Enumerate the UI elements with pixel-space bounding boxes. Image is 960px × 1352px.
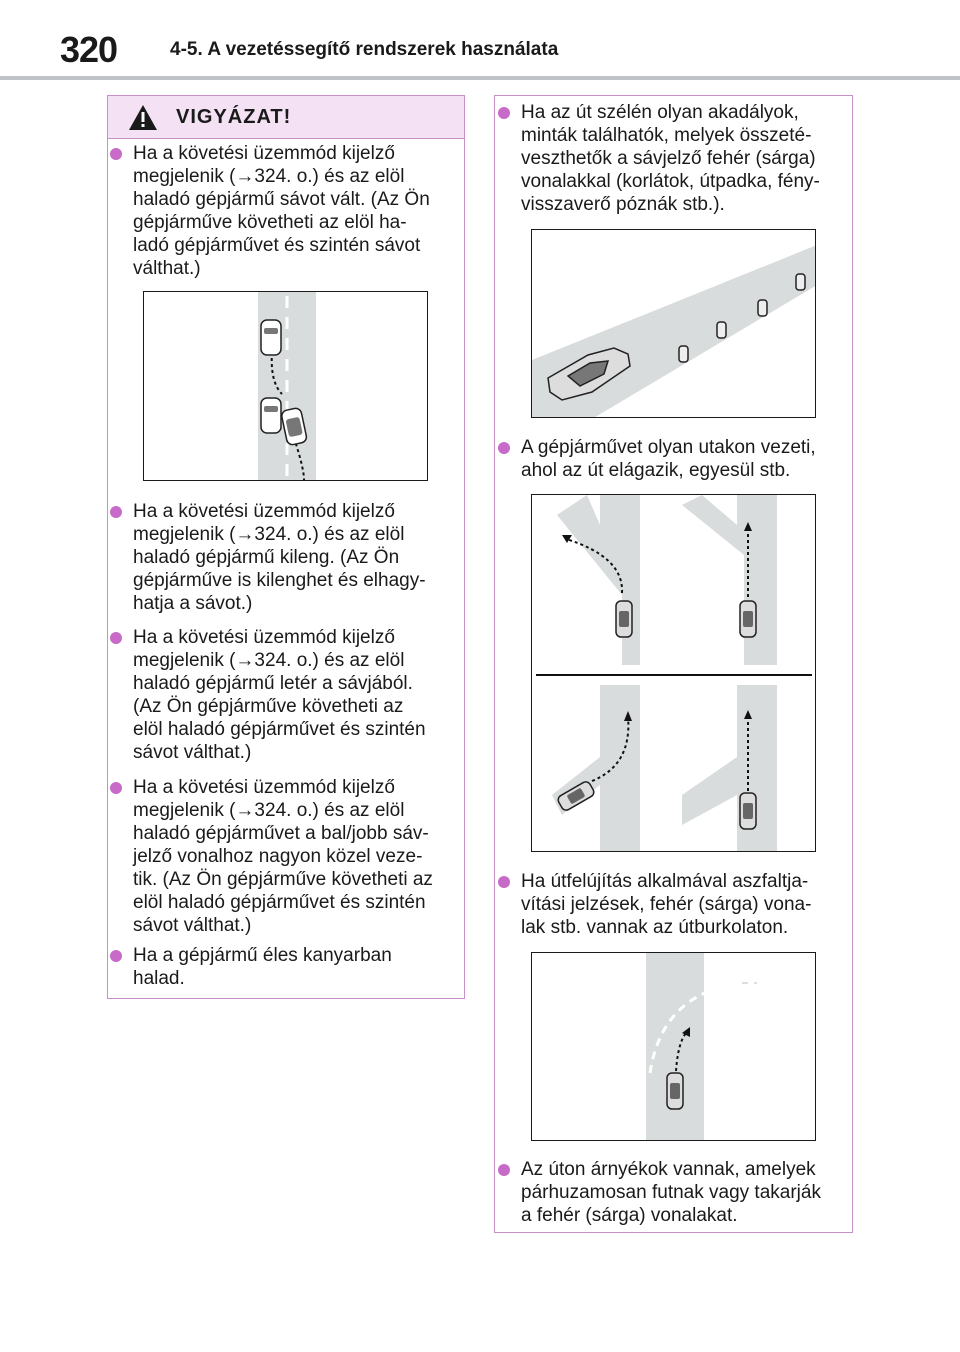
bullet-icon <box>110 148 122 160</box>
warning-triangle-icon <box>128 104 158 131</box>
warning-title: VIGYÁZAT! <box>176 106 292 128</box>
item-text: Ha a követési üzemmód kijelző megjelenik (→324. o.) és az elöl haladó gépjárművet a bal/jobb sáv- jelző vonalhoz nagyon közel veze- tik. (Az Ön gépjárműve követheti az elöl haladó gépjárművet és szintén sávot válthat.) <box>133 777 433 936</box>
section-title: 4-5. A vezetéssegítő rendszerek használata <box>170 39 559 60</box>
list-item <box>521 870 846 939</box>
warning-header <box>108 96 464 139</box>
page-number: 320 <box>60 29 118 70</box>
item-text: Az úton árnyékok vannak, amelyek párhuzamosan futnak vagy takarják a fehér (sárga) vonalakat. <box>521 1159 821 1226</box>
list-item <box>133 626 453 764</box>
item-text: A gépjárművet olyan utakon vezeti, ahol az út elágazik, egyesül stb. <box>521 437 816 481</box>
bullet-icon <box>498 107 510 119</box>
figure-roadside-obstacles <box>531 229 816 418</box>
bullet-icon <box>110 506 122 518</box>
list-item <box>521 101 846 216</box>
list-item <box>133 142 453 280</box>
figure-road-junctions <box>531 494 816 852</box>
item-text: Ha útfelújítás alkalmával aszfaltja- vítási jelzések, fehér (sárga) vona- lak stb. vannak az útburkolaton. <box>521 871 812 938</box>
item-text: Ha a gépjármű éles kanyarban halad. <box>133 945 392 989</box>
bullet-icon <box>498 876 510 888</box>
figure-road-markings <box>531 952 816 1141</box>
item-text: Ha a követési üzemmód kijelző megjelenik (→324. o.) és az elöl haladó gépjármű kileng. (Az Ön gépjárműve is kilenghet és elhagy- hatja a sávot.) <box>133 501 426 614</box>
bullet-icon <box>110 782 122 794</box>
list-item <box>521 436 846 482</box>
bullet-icon <box>110 950 122 962</box>
page-header <box>0 0 960 80</box>
list-item <box>133 776 453 937</box>
item-text: Ha az út szélén olyan akadályok, minták találhatók, melyek összeté- veszthetők a sávjelző fehér (sárga) vonalakkal (korlátok, útpadka, fény- visszaverő póznák stb.). <box>521 102 820 215</box>
list-item <box>133 944 453 990</box>
list-item <box>521 1158 846 1227</box>
bullet-icon <box>498 442 510 454</box>
item-text: Ha a követési üzemmód kijelző megjelenik (→324. o.) és az elöl haladó gépjármű letér a sávjából. (Az Ön gépjárműve követheti az elöl haladó gépjárművet és szintén sávot válthat.) <box>133 627 426 763</box>
bullet-icon <box>498 1164 510 1176</box>
bullet-icon <box>110 632 122 644</box>
header-rule <box>0 76 960 80</box>
figure-lane-change <box>143 291 428 481</box>
item-text: Ha a követési üzemmód kijelző megjelenik (→324. o.) és az elöl haladó gépjármű sávot vált. (Az Ön gépjárműve követheti az elöl ha- ladó gépjárművet és szintén sávot válthat.) <box>133 143 430 279</box>
list-item <box>133 500 453 615</box>
